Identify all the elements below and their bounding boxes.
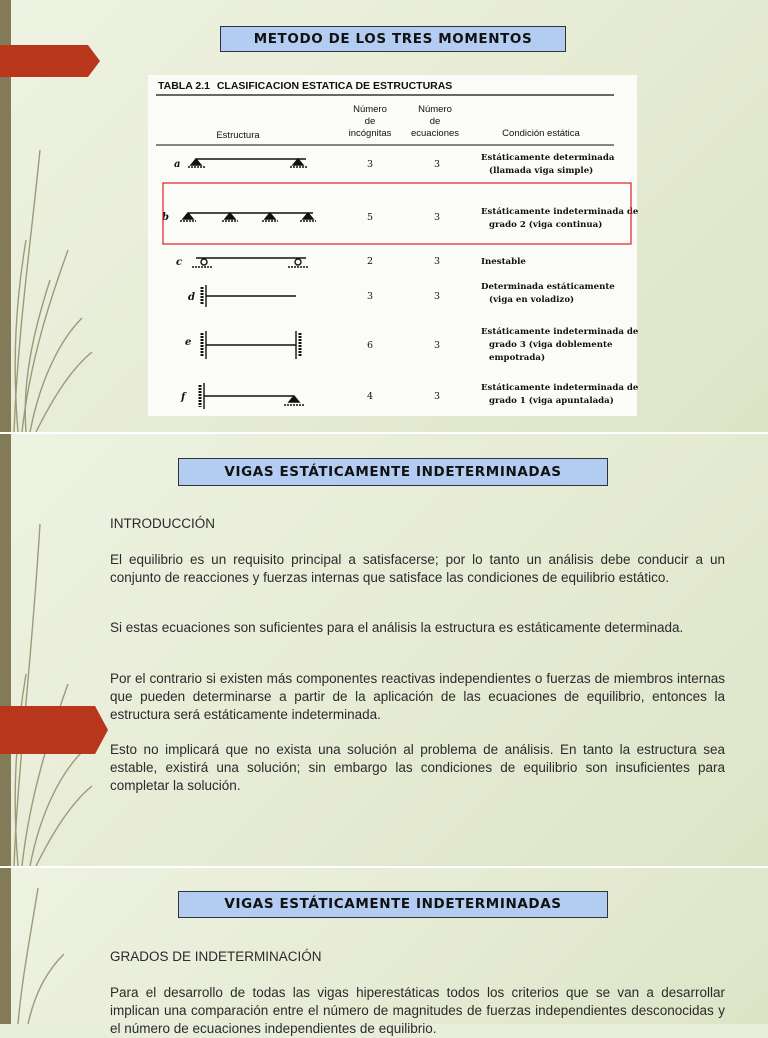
paragraph-text: El equilibrio es un requisito principal a satisfacerse; por lo tanto un análisis debe conducir a un conjunto de reacciones y fuerzas internas que satisface las condiciones de equilibrio estático. [110,552,725,585]
table-caption-title: CLASIFICACION ESTATICA DE ESTRUCTURAS [216,80,453,92]
slide-title: VIGAS ESTÁTICAMENTE INDETERMINADAS [178,891,608,918]
accent-arrow [0,706,108,754]
header-incognitas-2: de [364,116,376,127]
paragraph-text: Para el desarrollo de todas las vigas hiperestáticas todos los criterios que se van a desarrollar implican una comparación entre el número de magnitudes de fuerzas independientes desconocidas y el número de ecuaciones independientes de equilibrio. [110,985,725,1036]
header-ecuaciones-1: Número [418,104,452,115]
row-f-condition-2: grado 1 (viga apuntalada) [489,396,614,406]
row-d-unknowns: 3 [366,291,374,302]
slide-title: METODO DE LOS TRES MOMENTOS [220,26,566,52]
row-e-condition-2: grado 3 (viga doblemente [489,340,613,350]
row-b-condition-2: grado 2 (viga continua) [489,220,603,230]
row-c-equations: 3 [433,256,441,267]
beam-d-cantilever [202,285,296,307]
row-c-unknowns: 2 [366,256,374,267]
beam-b-continuous [180,213,316,221]
paragraph-text: Por el contrario si existen más componentes reactivas independientes o fuerzas de miembros internas que pueden determinarse a partir de la aplicación de las ecuaciones de equilibrio, entonces la estructura será estáticamente indeterminada. [110,671,725,722]
row-b-condition-1: Estáticamente indeterminada de [481,207,639,217]
row-f-equations: 3 [433,391,441,402]
row-b-equations: 3 [433,212,441,223]
paragraph-text: Si estas ecuaciones son suficientes para el análisis la estructura es estáticamente determinada. [110,620,684,635]
row-b-label: b [162,212,169,223]
beam-c-unstable [192,258,308,267]
beam-e-fixed-fixed [202,331,300,359]
paragraph-3 [110,670,725,724]
row-d-condition-1: Determinada estáticamente [481,282,615,292]
paragraph-1 [110,551,725,587]
row-f-condition-1: Estáticamente indeterminada de [481,383,639,393]
row-e-condition-1: Estáticamente indeterminada de [481,327,639,337]
section-heading: INTRODUCCIÓN [110,516,215,531]
row-a-unknowns: 3 [366,159,374,170]
row-f-unknowns: 4 [366,391,374,402]
paragraph-1 [110,984,725,1038]
svg-text:TABLA 2.1 CLASIFICACIO [158,80,452,92]
grass-decoration [0,434,110,866]
row-c-condition-1: Inestable [481,257,526,267]
row-c-label: c [176,257,183,268]
paragraph-4 [110,741,725,795]
table-caption-number: TABLA 2.1 [158,80,210,92]
accent-arrow [0,45,100,77]
slide-3 [0,868,768,1036]
paragraph-2 [110,619,725,637]
section-heading: GRADOS DE INDETERMINACIÓN [110,949,322,964]
row-a-label: a [174,159,181,170]
row-b-unknowns: 5 [366,212,374,223]
row-e-unknowns: 6 [366,340,374,351]
beam-f-propped [200,383,304,409]
row-e-equations: 3 [433,340,441,351]
header-condicion: Condición estática [502,128,580,139]
header-estructura: Estructura [216,130,260,141]
row-a-equations: 3 [433,159,441,170]
classification-table-image [148,75,637,416]
row-a-condition-2: (llamada viga simple) [489,166,594,176]
row-e-label: e [185,337,192,348]
row-e-condition-3: empotrada) [489,353,546,363]
row-f-label: f [181,392,186,403]
header-ecuaciones-3: ecuaciones [410,128,460,139]
header-ecuaciones-2: de [429,116,441,127]
grass-decoration [0,868,110,1024]
header-incognitas-3: incógnitas [348,128,392,139]
row-d-equations: 3 [433,291,441,302]
paragraph-text: Esto no implicará que no exista una solución al problema de análisis. En tanto la estructura sea estable, existirá una solución; sin embargo las condiciones de equilibrio son insuficientes para completar la solución. [110,742,725,793]
row-d-condition-2: (viga en voladizo) [489,295,575,305]
slide-title: VIGAS ESTÁTICAMENTE INDETERMINADAS [178,458,608,486]
row-a-condition-1: Estáticamente determinada [481,153,615,163]
header-incognitas-1: Número [353,104,387,115]
slide-1 [0,0,768,432]
row-d-label: d [188,292,195,303]
beam-a-simple [188,159,308,167]
slide-2 [0,434,768,866]
